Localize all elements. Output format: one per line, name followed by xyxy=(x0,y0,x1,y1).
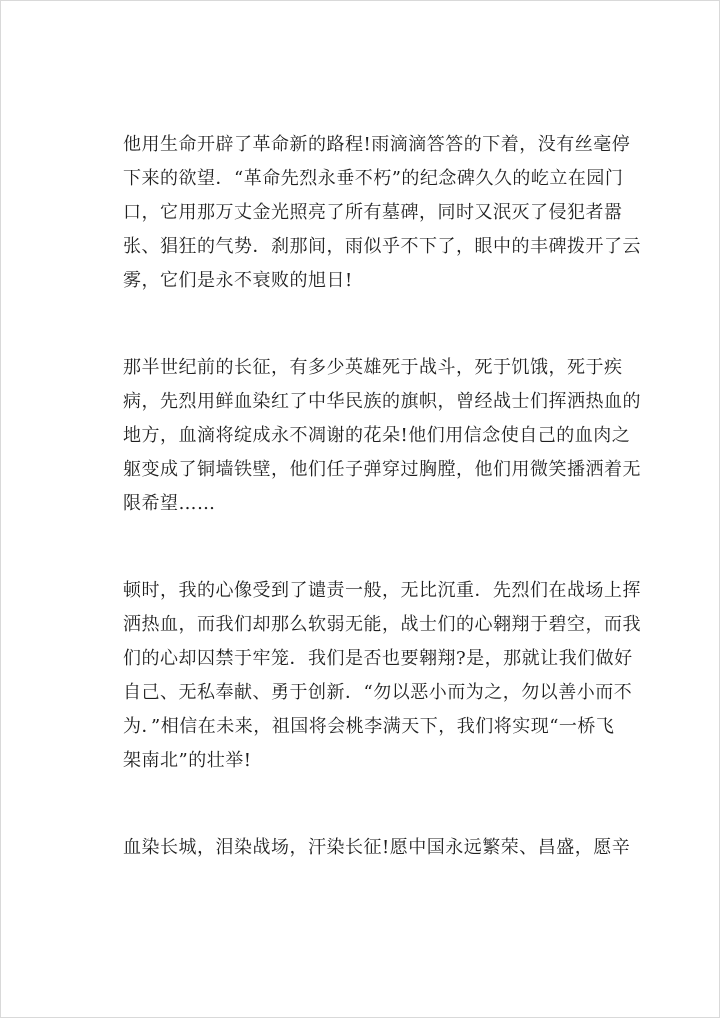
text-line: 洒热血，而我们却那么软弱无能，战士们的心翱翔于碧空，而我 xyxy=(123,614,641,635)
text-line: 下来的欲望．“革命先烈永垂不朽”的纪念碑久久的屹立在园门 xyxy=(123,168,624,189)
document-body xyxy=(123,128,641,918)
text-line: 他用生命开辟了革命新的路程!雨滴滴答答的下着，没有丝毫停 xyxy=(123,134,631,155)
text-line: 自己、无私奉献、勇于创新．“勿以恶小而为之，勿以善小而不 xyxy=(123,682,633,703)
text-line: 限希望…… xyxy=(123,493,216,514)
paragraph-3 xyxy=(123,574,641,778)
text-line: 血染长城，泪染战场，汗染长征!愿中国永远繁荣、昌盛，愿辛 xyxy=(123,837,631,858)
paragraph-1 xyxy=(123,128,641,298)
paragraph-4 xyxy=(123,831,635,865)
text-line: 躯变成了铜墙铁壁，他们任子弹穿过胸膛，他们用微笑播洒着无 xyxy=(123,459,641,480)
text-line: 们的心却囚禁于牢笼．我们是否也要翱翔?是，那就让我们做好 xyxy=(123,648,633,669)
text-line: 顿时，我的心像受到了谴责一般，无比沉重．先烈们在战场上挥 xyxy=(123,580,641,601)
text-line: 张、猖狂的气势．刹那间，雨似乎不下了，眼中的丰碑拨开了云 xyxy=(123,236,641,257)
text-line: 口，它用那万丈金光照亮了所有墓碑，同时又泯灭了侵犯者嚣 xyxy=(123,202,623,223)
text-line: 雾，它们是永不衰败的旭日! xyxy=(123,270,353,291)
paragraph-2 xyxy=(123,351,641,521)
text-line: 架南北”的壮举! xyxy=(123,750,252,771)
text-line: 病，先烈用鲜血染红了中华民族的旗帜，曾经战士们挥洒热血的 xyxy=(123,391,641,412)
text-line: 地方，血滴将绽成永不凋谢的花朵!他们用信念使自己的血肉之 xyxy=(123,425,631,446)
text-line: 为．”相信在未来，祖国将会桃李满天下，我们将实现“一桥飞 xyxy=(123,716,615,737)
text-line: 那半世纪前的长征，有多少英雄死于战斗，死于饥饿，死于疾 xyxy=(123,357,623,378)
